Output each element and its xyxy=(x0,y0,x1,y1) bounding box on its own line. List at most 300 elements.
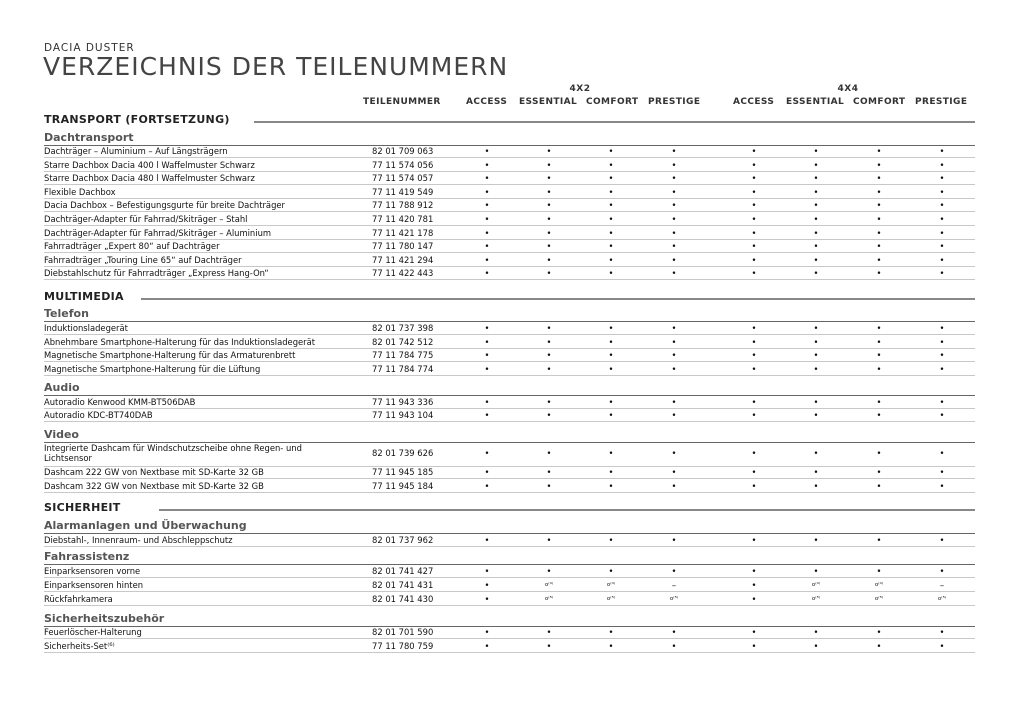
row-divider xyxy=(44,605,975,606)
availability-cell: o⁽⁴⁾ xyxy=(811,582,821,588)
availability-cell: • xyxy=(546,535,552,545)
availability-cell: • xyxy=(813,350,819,360)
availability-cell: • xyxy=(484,364,490,374)
section-divider xyxy=(141,298,975,300)
availability-cell: • xyxy=(608,268,614,278)
part-number: 77 11 784 774 xyxy=(372,364,434,374)
availability-cell: • xyxy=(939,214,945,224)
row-divider xyxy=(44,652,975,653)
row-divider xyxy=(44,266,975,267)
part-name: Dachträger-Adapter für Fahrrad/Skiträger – Aluminium xyxy=(44,228,272,238)
part-number: 77 11 419 549 xyxy=(372,187,434,197)
availability-cell: • xyxy=(939,627,945,637)
availability-cell: • xyxy=(671,337,677,347)
table-row xyxy=(44,337,975,348)
availability-cell: • xyxy=(813,323,819,333)
group-header-4x4: 4X4 xyxy=(837,84,859,94)
availability-cell: • xyxy=(751,481,757,491)
availability-cell: • xyxy=(939,268,945,278)
availability-cell: o⁽⁵⁾ xyxy=(874,596,884,602)
row-divider xyxy=(44,546,975,547)
row-divider xyxy=(44,375,975,376)
availability-cell: • xyxy=(546,146,552,156)
row-divider xyxy=(44,211,975,212)
availability-cell: • xyxy=(939,448,945,458)
availability-cell: • xyxy=(484,337,490,347)
availability-cell: • xyxy=(671,566,677,576)
availability-cell: • xyxy=(751,627,757,637)
part-name: Dachträger – Aluminium – Auf Längsträgern xyxy=(44,146,228,156)
availability-cell: • xyxy=(546,641,552,651)
availability-cell: • xyxy=(671,323,677,333)
table-row xyxy=(44,641,975,652)
availability-cell: • xyxy=(876,641,882,651)
section-title: TRANSPORT (FORTSETZUNG) xyxy=(44,113,230,126)
availability-cell: • xyxy=(671,467,677,477)
availability-cell: • xyxy=(608,214,614,224)
row-divider xyxy=(44,577,975,578)
row-divider xyxy=(44,279,975,280)
availability-cell: • xyxy=(608,410,614,420)
table-row xyxy=(44,535,975,546)
table-row xyxy=(44,241,975,252)
column-header-part-number: TEILENUMMER xyxy=(363,97,441,107)
availability-cell: • xyxy=(546,397,552,407)
brand-label: DACIA DUSTER xyxy=(44,42,135,54)
table-row xyxy=(44,397,975,408)
row-divider xyxy=(44,225,975,226)
part-name: Starre Dachbox Dacia 400 l Waffelmuster Schwarz xyxy=(44,160,255,170)
availability-cell: • xyxy=(671,228,677,238)
part-number: 77 11 945 184 xyxy=(372,481,434,491)
availability-cell: • xyxy=(484,397,490,407)
table-row xyxy=(44,467,975,478)
availability-cell: • xyxy=(671,410,677,420)
availability-cell: • xyxy=(751,364,757,374)
availability-cell: • xyxy=(608,481,614,491)
availability-cell: • xyxy=(876,214,882,224)
availability-cell: • xyxy=(608,200,614,210)
availability-cell: • xyxy=(671,146,677,156)
availability-cell: • xyxy=(813,228,819,238)
table-row xyxy=(44,323,975,334)
availability-cell: • xyxy=(876,160,882,170)
part-number: 77 11 421 178 xyxy=(372,228,434,238)
availability-cell: • xyxy=(484,641,490,651)
availability-cell: • xyxy=(876,627,882,637)
table-row xyxy=(44,580,975,591)
availability-cell: • xyxy=(546,350,552,360)
availability-cell: • xyxy=(608,160,614,170)
availability-cell: o⁽⁴⁾ xyxy=(544,582,554,588)
availability-cell: • xyxy=(671,214,677,224)
table-row xyxy=(44,187,975,198)
availability-cell: • xyxy=(484,228,490,238)
part-number: 77 11 784 775 xyxy=(372,350,434,360)
subsection-divider xyxy=(44,533,975,534)
availability-cell: • xyxy=(813,627,819,637)
availability-cell: • xyxy=(546,214,552,224)
availability-cell: • xyxy=(608,187,614,197)
table-row xyxy=(44,146,975,157)
availability-cell: • xyxy=(813,173,819,183)
table-row xyxy=(44,160,975,171)
row-divider xyxy=(44,348,975,349)
availability-cell: • xyxy=(751,566,757,576)
availability-cell: o⁽⁴⁾ xyxy=(606,582,616,588)
availability-cell: • xyxy=(813,448,819,458)
part-number: 77 11 422 443 xyxy=(372,268,434,278)
availability-cell: • xyxy=(939,323,945,333)
part-number: 77 11 788 912 xyxy=(372,200,434,210)
availability-cell: • xyxy=(484,255,490,265)
part-name: Magnetische Smartphone-Halterung für die Lüftung xyxy=(44,364,261,374)
part-number: 82 01 742 512 xyxy=(372,337,434,347)
table-row xyxy=(44,594,975,605)
availability-cell: • xyxy=(876,241,882,251)
row-divider xyxy=(44,591,975,592)
availability-cell: • xyxy=(608,350,614,360)
row-divider xyxy=(44,184,975,185)
availability-cell: • xyxy=(484,160,490,170)
availability-cell: • xyxy=(876,481,882,491)
availability-cell: • xyxy=(939,397,945,407)
table-row xyxy=(44,214,975,225)
part-number: 82 01 709 063 xyxy=(372,146,434,156)
subsection-divider xyxy=(44,564,975,565)
availability-cell: • xyxy=(546,323,552,333)
availability-cell: • xyxy=(876,323,882,333)
availability-cell: • xyxy=(813,364,819,374)
availability-cell: • xyxy=(671,448,677,458)
availability-cell: • xyxy=(751,173,757,183)
availability-cell: • xyxy=(546,268,552,278)
availability-cell: • xyxy=(608,255,614,265)
part-name: Dashcam 322 GW von Nextbase mit SD-Karte 32 GB xyxy=(44,481,264,491)
part-number: 82 01 701 590 xyxy=(372,627,434,637)
part-name: Einparksensoren vorne xyxy=(44,566,141,576)
availability-cell: • xyxy=(546,337,552,347)
availability-cell: • xyxy=(813,200,819,210)
availability-cell: • xyxy=(751,467,757,477)
availability-cell: • xyxy=(484,173,490,183)
availability-cell: • xyxy=(546,627,552,637)
part-number: 77 11 943 104 xyxy=(372,410,434,420)
part-name: Dacia Dachbox – Befestigungsgurte für breite Dachträger xyxy=(44,200,285,210)
availability-cell: • xyxy=(813,160,819,170)
availability-cell: • xyxy=(546,200,552,210)
part-name: Magnetische Smartphone-Halterung für das Armaturenbrett xyxy=(44,350,296,360)
availability-cell: • xyxy=(939,535,945,545)
availability-cell: • xyxy=(813,566,819,576)
subsection-title: Telefon xyxy=(44,307,89,320)
part-name: Feuerlöscher-Halterung xyxy=(44,627,142,637)
availability-cell: • xyxy=(546,364,552,374)
part-number: 77 11 945 185 xyxy=(372,467,434,477)
availability-cell: o⁽⁵⁾ xyxy=(811,596,821,602)
availability-cell: • xyxy=(484,580,490,590)
availability-cell: • xyxy=(671,255,677,265)
table-row xyxy=(44,350,975,361)
availability-cell: • xyxy=(876,350,882,360)
availability-cell: o⁽⁵⁾ xyxy=(606,596,616,602)
availability-cell: • xyxy=(751,160,757,170)
availability-cell: • xyxy=(751,241,757,251)
availability-cell: • xyxy=(671,187,677,197)
availability-cell: • xyxy=(813,255,819,265)
part-number: 77 11 574 056 xyxy=(372,160,434,170)
row-divider xyxy=(44,239,975,240)
availability-cell: • xyxy=(484,323,490,333)
availability-cell: • xyxy=(876,228,882,238)
part-number: 82 01 737 962 xyxy=(372,535,434,545)
availability-cell: • xyxy=(671,535,677,545)
part-number: 82 01 739 626 xyxy=(372,448,434,458)
row-divider xyxy=(44,198,975,199)
availability-cell: • xyxy=(484,627,490,637)
availability-cell: • xyxy=(939,200,945,210)
table-row xyxy=(44,200,975,211)
availability-cell: • xyxy=(751,268,757,278)
part-number: 77 11 420 781 xyxy=(372,214,434,224)
table-row xyxy=(44,481,975,492)
availability-cell: • xyxy=(876,467,882,477)
column-header-prestige-4x2: PRESTIGE xyxy=(648,97,701,107)
availability-cell: • xyxy=(813,241,819,251)
availability-cell: • xyxy=(751,641,757,651)
part-number: 77 11 780 759 xyxy=(372,641,434,651)
availability-cell: • xyxy=(484,481,490,491)
availability-cell: • xyxy=(876,268,882,278)
availability-cell: • xyxy=(671,627,677,637)
availability-cell: • xyxy=(813,146,819,156)
availability-cell: • xyxy=(876,448,882,458)
subsection-title: Sicherheitszubehör xyxy=(44,612,165,625)
part-number: 82 01 741 431 xyxy=(372,580,434,590)
availability-cell: – xyxy=(939,580,945,590)
subsection-title: Video xyxy=(44,428,79,441)
availability-cell: • xyxy=(484,467,490,477)
availability-cell: o⁽⁴⁾ xyxy=(874,582,884,588)
availability-cell: • xyxy=(751,255,757,265)
availability-cell: • xyxy=(546,160,552,170)
section-divider xyxy=(159,509,975,511)
availability-cell: • xyxy=(939,410,945,420)
table-row xyxy=(44,268,975,279)
column-header-prestige-4x4: PRESTIGE xyxy=(915,97,968,107)
availability-cell: • xyxy=(876,187,882,197)
availability-cell: • xyxy=(939,467,945,477)
page-title: VERZEICHNIS DER TEILENUMMERN xyxy=(43,52,509,81)
part-name: Dashcam 222 GW von Nextbase mit SD-Karte 32 GB xyxy=(44,467,264,477)
availability-cell: • xyxy=(751,580,757,590)
part-number: 77 11 943 336 xyxy=(372,397,434,407)
subsection-title: Audio xyxy=(44,381,80,394)
availability-cell: • xyxy=(484,566,490,576)
part-name: Diebstahl-, Innenraum- und Abschleppschutz xyxy=(44,535,233,545)
availability-cell: • xyxy=(671,364,677,374)
availability-cell: • xyxy=(813,337,819,347)
availability-cell: • xyxy=(751,448,757,458)
availability-cell: • xyxy=(608,627,614,637)
availability-cell: • xyxy=(608,337,614,347)
availability-cell: • xyxy=(546,481,552,491)
availability-cell: • xyxy=(939,641,945,651)
availability-cell: • xyxy=(671,350,677,360)
availability-cell: • xyxy=(546,467,552,477)
row-divider xyxy=(44,157,975,158)
availability-cell: • xyxy=(484,268,490,278)
column-header-access-4x2: ACCESS xyxy=(466,97,508,107)
availability-cell: • xyxy=(813,467,819,477)
availability-cell: • xyxy=(608,467,614,477)
column-header-essential-4x2: ESSENTIAL xyxy=(519,97,578,107)
availability-cell: • xyxy=(671,173,677,183)
availability-cell: • xyxy=(813,397,819,407)
availability-cell: • xyxy=(671,200,677,210)
availability-cell: • xyxy=(813,268,819,278)
table-row xyxy=(44,255,975,266)
availability-cell: • xyxy=(484,200,490,210)
table-row xyxy=(44,566,975,577)
availability-cell: • xyxy=(751,228,757,238)
availability-cell: • xyxy=(484,448,490,458)
part-name: Abnehmbare Smartphone-Halterung für das Induktionsladegerät xyxy=(44,337,316,347)
availability-cell: • xyxy=(608,228,614,238)
availability-cell: • xyxy=(608,146,614,156)
availability-cell: • xyxy=(484,410,490,420)
availability-cell: • xyxy=(751,146,757,156)
column-header-comfort-4x4: COMFORT xyxy=(853,97,906,107)
group-header-4x2: 4X2 xyxy=(569,84,591,94)
row-divider xyxy=(44,638,975,639)
subsection-title: Fahrassistenz xyxy=(44,550,130,563)
availability-cell: • xyxy=(671,268,677,278)
availability-cell: • xyxy=(813,410,819,420)
part-name: Fahrradträger „Touring Line 65“ auf Dachträger xyxy=(44,255,242,265)
availability-cell: • xyxy=(546,448,552,458)
part-name: Fahrradträger „Expert 80“ auf Dachträger xyxy=(44,241,220,251)
availability-cell: • xyxy=(751,187,757,197)
table-row xyxy=(44,627,975,638)
availability-cell: • xyxy=(751,410,757,420)
part-name: Dachträger-Adapter für Fahrrad/Skiträger – Stahl xyxy=(44,214,248,224)
availability-cell: • xyxy=(813,481,819,491)
column-header-essential-4x4: ESSENTIAL xyxy=(786,97,845,107)
row-divider xyxy=(44,478,975,479)
availability-cell: • xyxy=(876,364,882,374)
availability-cell: o⁽⁵⁾ xyxy=(669,596,679,602)
table-row xyxy=(44,173,975,184)
column-header-comfort-4x2: COMFORT xyxy=(586,97,639,107)
row-divider xyxy=(44,421,975,422)
availability-cell: o⁽⁵⁾ xyxy=(937,596,947,602)
availability-cell: • xyxy=(608,566,614,576)
availability-cell: • xyxy=(939,160,945,170)
subsection-title: Alarmanlagen und Überwachung xyxy=(44,519,247,532)
availability-cell: • xyxy=(939,255,945,265)
row-divider xyxy=(44,492,975,493)
availability-cell: • xyxy=(484,535,490,545)
availability-cell: • xyxy=(484,146,490,156)
availability-cell: • xyxy=(751,337,757,347)
section-title: MULTIMEDIA xyxy=(44,290,124,303)
availability-cell: • xyxy=(751,594,757,604)
part-name: Rückfahrkamera xyxy=(44,594,113,604)
part-name: Induktionsladegerät xyxy=(44,323,128,333)
availability-cell: • xyxy=(876,566,882,576)
part-name: Sicherheits-Set⁽⁶⁾ xyxy=(44,641,115,651)
availability-cell: • xyxy=(813,214,819,224)
part-number: 82 01 741 427 xyxy=(372,566,434,576)
availability-cell: • xyxy=(671,641,677,651)
row-divider xyxy=(44,171,975,172)
section-title: SICHERHEIT xyxy=(44,501,121,514)
availability-cell: • xyxy=(484,594,490,604)
row-divider xyxy=(44,361,975,362)
availability-cell: • xyxy=(939,146,945,156)
availability-cell: • xyxy=(484,187,490,197)
availability-cell: • xyxy=(484,241,490,251)
availability-cell: • xyxy=(876,535,882,545)
availability-cell: • xyxy=(939,364,945,374)
subsection-title: Dachtransport xyxy=(44,131,134,144)
availability-cell: o⁽⁵⁾ xyxy=(544,596,554,602)
availability-cell: • xyxy=(751,200,757,210)
table-row xyxy=(44,443,975,465)
part-name: Integrierte Dashcam für Windschutzscheibe ohne Regen- und Lichtsensor xyxy=(44,443,302,463)
availability-cell: • xyxy=(876,173,882,183)
table-row xyxy=(44,228,975,239)
availability-cell: • xyxy=(546,566,552,576)
availability-cell: • xyxy=(751,397,757,407)
part-number: 77 11 780 147 xyxy=(372,241,434,251)
availability-cell: • xyxy=(751,214,757,224)
availability-cell: • xyxy=(546,255,552,265)
table-row xyxy=(44,364,975,375)
availability-cell: • xyxy=(608,641,614,651)
availability-cell: • xyxy=(671,160,677,170)
availability-cell: • xyxy=(608,535,614,545)
availability-cell: • xyxy=(671,241,677,251)
part-number: 82 01 741 430 xyxy=(372,594,434,604)
availability-cell: • xyxy=(939,481,945,491)
row-divider xyxy=(44,252,975,253)
availability-cell: • xyxy=(608,323,614,333)
availability-cell: • xyxy=(939,173,945,183)
part-name: Autoradio Kenwood KMM-BT506DAB xyxy=(44,397,196,407)
availability-cell: • xyxy=(608,364,614,374)
column-header-access-4x4: ACCESS xyxy=(733,97,775,107)
part-number: 77 11 574 057 xyxy=(372,173,434,183)
subsection-divider xyxy=(44,321,975,322)
part-name: Autoradio KDC-BT740DAB xyxy=(44,410,153,420)
availability-cell: • xyxy=(813,535,819,545)
row-divider xyxy=(44,408,975,409)
availability-cell: • xyxy=(546,241,552,251)
subsection-divider xyxy=(44,395,975,396)
availability-cell: • xyxy=(608,173,614,183)
row-divider xyxy=(44,334,975,335)
availability-cell: • xyxy=(484,214,490,224)
availability-cell: • xyxy=(671,481,677,491)
availability-cell: • xyxy=(813,187,819,197)
availability-cell: • xyxy=(671,397,677,407)
availability-cell: • xyxy=(939,228,945,238)
part-number: 77 11 421 294 xyxy=(372,255,434,265)
availability-cell: • xyxy=(876,200,882,210)
availability-cell: • xyxy=(813,641,819,651)
